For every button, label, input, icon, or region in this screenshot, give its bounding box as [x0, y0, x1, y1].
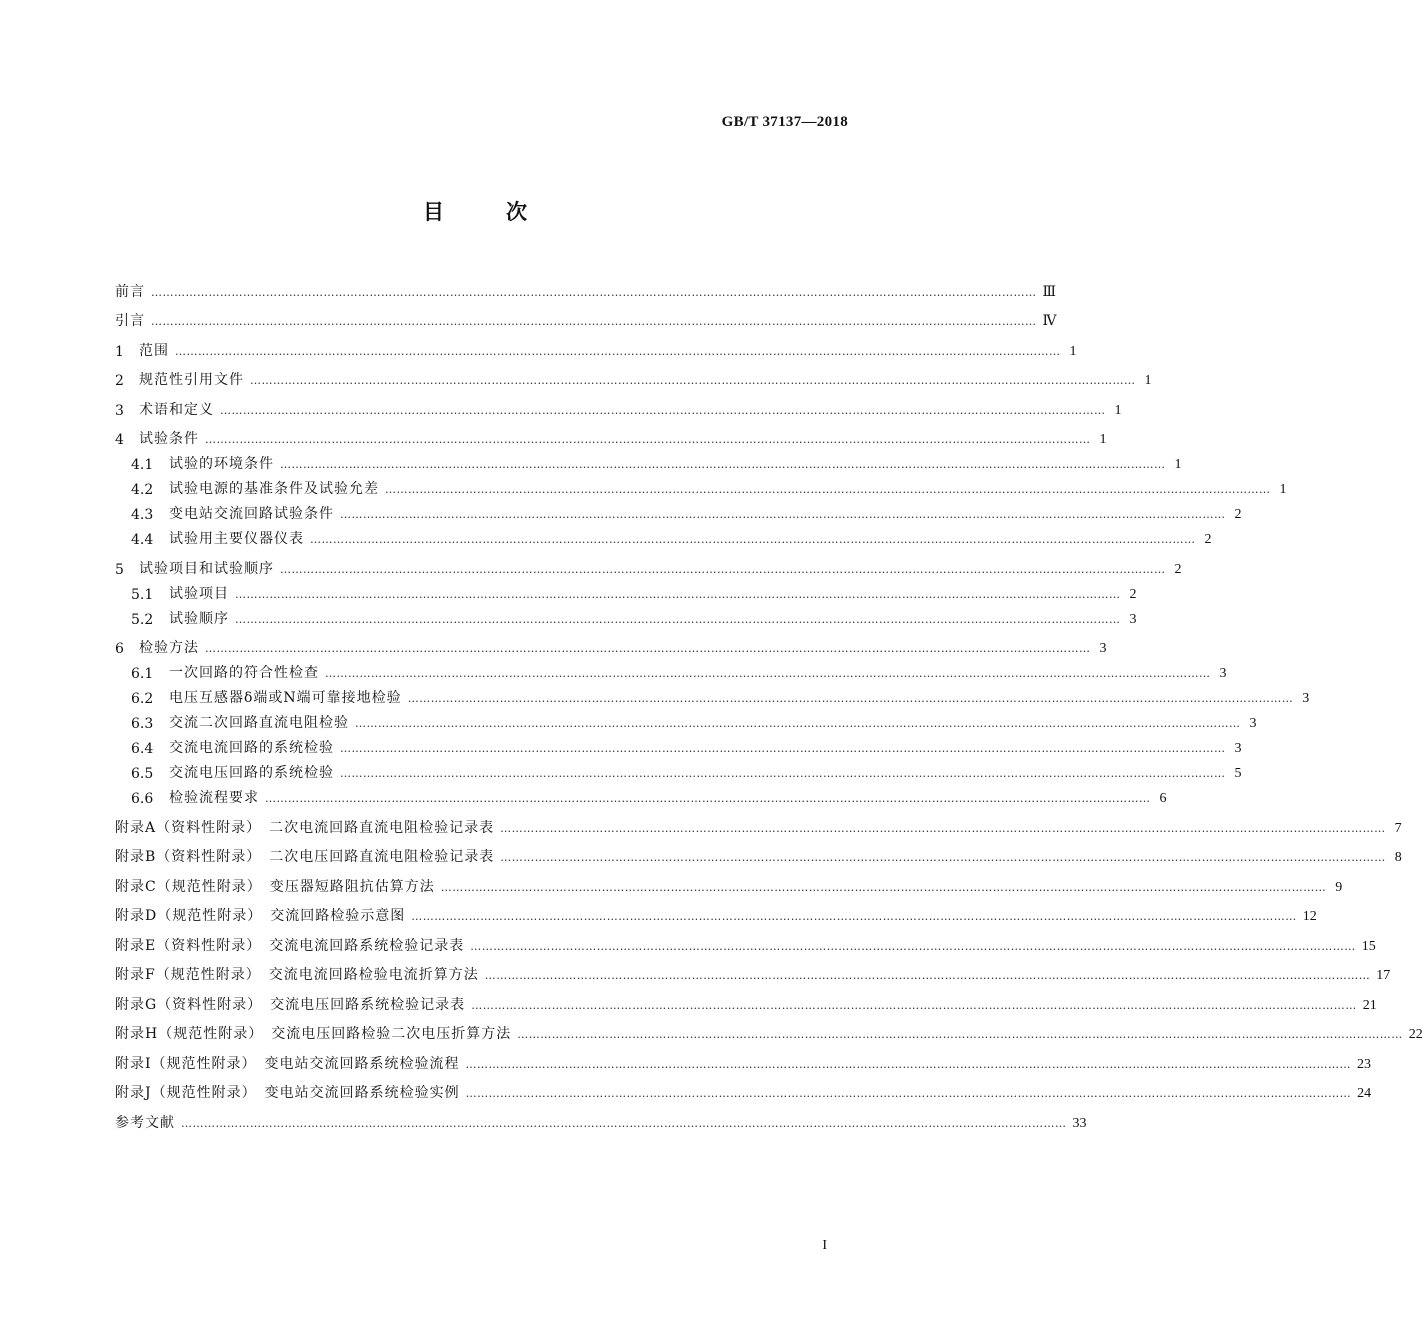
toc-label: 引言	[115, 313, 145, 329]
toc-page: 3	[1234, 741, 1242, 756]
toc-label: 附录J（规范性附录） 变电站交流回路系统检验实例	[115, 1085, 460, 1101]
toc-label: 交流电流回路的系统检验	[169, 740, 334, 756]
toc-label: 附录E（资料性附录） 交流电流回路系统检验记录表	[115, 937, 465, 954]
toc-entry-6-5[interactable]	[115, 757, 1242, 782]
toc-entry-6-4[interactable]	[115, 732, 1242, 757]
toc-entry-6[interactable]	[115, 632, 1107, 657]
toc-entry-appendix-c[interactable]	[115, 871, 1343, 896]
dot-leader: ……………………………………………………………………………………………………………………………………………………………………………………………………………	[265, 792, 1151, 805]
toc-entry-6-1[interactable]	[115, 657, 1227, 682]
toc-page: 3	[1302, 691, 1310, 706]
dot-leader: ……………………………………………………………………………………………………………………………………………………………………………………………………………	[465, 1087, 1352, 1100]
dot-leader: ……………………………………………………………………………………………………………………………………………………………………………………………………………	[175, 344, 1061, 358]
toc-entry-appendix-j[interactable]	[115, 1077, 1372, 1102]
toc-label: 变电站交流回路试验条件	[169, 506, 334, 522]
toc-label: 检验方法	[139, 640, 199, 656]
toc-number: 3	[115, 402, 124, 419]
toc-label: 附录F（规范性附录） 交流电流回路检验电流折算方法	[115, 967, 479, 983]
toc-entry-appendix-d[interactable]	[115, 900, 1317, 925]
toc-label: 试验条件	[139, 431, 199, 447]
toc-label: 参考文献	[115, 1114, 175, 1131]
toc-number: 6.5	[131, 766, 154, 782]
toc-page: 24	[1357, 1086, 1372, 1101]
toc-entry-5[interactable]	[115, 553, 1182, 578]
toc-number: 5.2	[131, 611, 154, 628]
dot-leader: ……………………………………………………………………………………………………………………………………………………………………………………………………………	[340, 508, 1226, 521]
toc-label: 附录A（资料性附录） 二次电流回路直流电阻检验记录表	[115, 819, 495, 836]
dot-leader: ……………………………………………………………………………………………………………………………………………………………………………………………………………	[151, 285, 1037, 299]
toc-page: 1	[1144, 373, 1152, 388]
toc-page: 2	[1129, 586, 1137, 602]
page-number: I	[822, 1238, 827, 1253]
toc-page: 3	[1249, 716, 1257, 731]
toc-label: 交流电压回路的系统检验	[169, 765, 334, 781]
dot-leader: ……………………………………………………………………………………………………………………………………………………………………………………………………………	[355, 717, 1241, 730]
toc-page: 15	[1361, 938, 1376, 954]
toc-label: 术语和定义	[139, 401, 214, 418]
toc-label: 附录C（规范性附录） 变压器短路阻抗估算方法	[115, 878, 435, 895]
toc-label: 试验电源的基准条件及试验允差	[169, 481, 379, 497]
toc-page: 12	[1302, 909, 1317, 924]
dot-leader: ……………………………………………………………………………………………………………………………………………………………………………………………………………	[500, 851, 1386, 864]
toc-number: 4.1	[131, 457, 154, 473]
toc-page: 1	[1114, 402, 1122, 418]
toc-number: 4.4	[131, 532, 154, 548]
toc-page: 5	[1234, 766, 1242, 781]
standard-code: GB/T 37137—2018	[721, 114, 848, 130]
toc-number: 4.2	[131, 482, 154, 498]
dot-leader: ……………………………………………………………………………………………………………………………………………………………………………………………………………	[465, 1057, 1352, 1071]
toc-number: 6.1	[131, 666, 154, 682]
toc-label: 试验项目	[169, 585, 229, 602]
toc-entry-5-1[interactable]	[115, 578, 1137, 603]
toc-page: 7	[1394, 820, 1402, 836]
toc-entry-6-6[interactable]	[115, 782, 1167, 807]
dot-leader: ……………………………………………………………………………………………………………………………………………………………………………………………………………	[407, 692, 1294, 705]
toc-label: 前言	[115, 283, 145, 300]
toc-page: 1	[1099, 432, 1107, 447]
toc-page: 3	[1099, 641, 1107, 656]
toc-page: 1	[1069, 343, 1077, 359]
dot-leader: ……………………………………………………………………………………………………………………………………………………………………………………………………………	[440, 880, 1327, 894]
dot-leader: ……………………………………………………………………………………………………………………………………………………………………………………………………………	[325, 667, 1211, 680]
dot-leader: ……………………………………………………………………………………………………………………………………………………………………………………………………………	[500, 821, 1386, 835]
toc-number: 5.1	[131, 586, 154, 603]
toc-entry-appendix-a[interactable]	[115, 812, 1402, 837]
toc-number: 6	[115, 641, 124, 657]
toc-entry-6-3[interactable]	[115, 707, 1257, 732]
dot-leader: ……………………………………………………………………………………………………………………………………………………………………………………………………………	[310, 533, 1196, 546]
dot-leader: ……………………………………………………………………………………………………………………………………………………………………………………………………………	[280, 562, 1166, 576]
toc-entry-4[interactable]	[115, 423, 1107, 448]
toc-entry-introduction[interactable]	[115, 305, 1057, 330]
toc-label: 试验项目和试验顺序	[139, 560, 274, 577]
toc-number: 6.4	[131, 741, 154, 757]
toc-page: 8	[1394, 850, 1402, 865]
dot-leader: ……………………………………………………………………………………………………………………………………………………………………………………………………………	[235, 587, 1121, 601]
toc-number: 4.3	[131, 507, 154, 523]
toc-entry-appendix-h[interactable]	[115, 1018, 1423, 1043]
toc-label: 试验顺序	[169, 610, 229, 627]
dot-leader: ……………………………………………………………………………………………………………………………………………………………………………………………………………	[220, 403, 1106, 417]
toc-number: 6.6	[131, 791, 154, 807]
toc-entry-4-2[interactable]	[115, 473, 1287, 498]
dot-leader: ……………………………………………………………………………………………………………………………………………………………………………………………………………	[385, 483, 1271, 496]
table-of-contents	[115, 271, 1423, 1132]
toc-page: 2	[1174, 561, 1182, 577]
dot-leader: ……………………………………………………………………………………………………………………………………………………………………………………………………………	[484, 969, 1371, 982]
toc-page: Ⅲ	[1042, 284, 1057, 300]
toc-page: 17	[1376, 968, 1391, 983]
dot-leader: ……………………………………………………………………………………………………………………………………………………………………………………………………………	[340, 767, 1226, 780]
toc-entry-6-2[interactable]	[115, 682, 1310, 707]
dot-leader: ……………………………………………………………………………………………………………………………………………………………………………………………………………	[280, 458, 1166, 471]
dot-leader: ……………………………………………………………………………………………………………………………………………………………………………………………………………	[181, 1116, 1067, 1130]
toc-number: 5	[115, 561, 124, 578]
toc-label: 试验用主要仪器仪表	[169, 531, 304, 547]
toc-label: 规范性引用文件	[139, 372, 244, 388]
toc-page: 6	[1159, 791, 1167, 806]
dot-leader: ……………………………………………………………………………………………………………………………………………………………………………………………………………	[151, 315, 1037, 328]
toc-page: 9	[1335, 879, 1343, 895]
toc-page: 1	[1279, 482, 1287, 497]
toc-number: 4	[115, 432, 124, 448]
toc-page: 2	[1204, 532, 1212, 547]
toc-entry-preface[interactable]	[115, 276, 1057, 301]
dot-leader: ……………………………………………………………………………………………………………………………………………………………………………………………………………	[205, 642, 1091, 655]
toc-entry-1[interactable]	[115, 335, 1077, 360]
toc-page: 22	[1408, 1027, 1423, 1042]
toc-number: 6.3	[131, 716, 154, 732]
toc-label: 试验的环境条件	[169, 456, 274, 472]
toc-number: 6.2	[131, 691, 154, 707]
toc-entry-2[interactable]	[115, 364, 1152, 389]
toc-page: 3	[1219, 666, 1227, 681]
toc-label: 交流二次回路直流电阻检验	[169, 715, 349, 731]
toc-page: 21	[1362, 997, 1377, 1013]
toc-entry-4-4[interactable]	[115, 523, 1212, 548]
dot-leader: ……………………………………………………………………………………………………………………………………………………………………………………………………………	[471, 998, 1357, 1012]
dot-leader: ……………………………………………………………………………………………………………………………………………………………………………………………………………	[470, 939, 1356, 953]
toc-label: 附录H（规范性附录） 交流电压回路检验二次电压折算方法	[115, 1026, 512, 1042]
toc-label: 附录B（资料性附录） 二次电压回路直流电阻检验记录表	[115, 849, 495, 865]
toc-entry-4-1[interactable]	[115, 448, 1182, 473]
toc-number: 2	[115, 373, 124, 389]
dot-leader: ……………………………………………………………………………………………………………………………………………………………………………………………………………	[235, 612, 1121, 626]
toc-label: 附录D（规范性附录） 交流回路检验示意图	[115, 908, 406, 924]
toc-label: 检验流程要求	[169, 790, 259, 806]
dot-leader: ……………………………………………………………………………………………………………………………………………………………………………………………………………	[517, 1028, 1403, 1041]
toc-entry-appendix-g[interactable]	[115, 989, 1377, 1014]
toc-entry-appendix-f[interactable]	[115, 959, 1391, 984]
toc-entry-4-3[interactable]	[115, 498, 1242, 523]
dot-leader: ……………………………………………………………………………………………………………………………………………………………………………………………………………	[250, 374, 1136, 387]
toc-page: 33	[1072, 1115, 1087, 1131]
toc-entry-appendix-b[interactable]	[115, 841, 1402, 866]
toc-label: 附录I（规范性附录） 变电站交流回路系统检验流程	[115, 1055, 460, 1072]
toc-page: 3	[1129, 611, 1137, 627]
toc-label: 一次回路的符合性检查	[169, 665, 319, 681]
toc-page: 23	[1357, 1056, 1372, 1072]
dot-leader: ……………………………………………………………………………………………………………………………………………………………………………………………………………	[340, 742, 1226, 755]
toc-entry-3[interactable]	[115, 394, 1122, 419]
page-title: 目次	[423, 200, 589, 224]
toc-page: Ⅳ	[1042, 314, 1057, 329]
dot-leader: ……………………………………………………………………………………………………………………………………………………………………………………………………………	[411, 910, 1297, 923]
toc-entry-bibliography[interactable]	[115, 1107, 1087, 1132]
toc-entry-appendix-e[interactable]	[115, 930, 1376, 955]
toc-entry-appendix-i[interactable]	[115, 1048, 1372, 1073]
toc-label: 附录G（资料性附录） 交流电压回路系统检验记录表	[115, 996, 466, 1013]
toc-page: 1	[1174, 457, 1182, 472]
toc-entry-5-2[interactable]	[115, 603, 1137, 628]
toc-label: 范围	[139, 342, 169, 359]
dot-leader: ……………………………………………………………………………………………………………………………………………………………………………………………………………	[205, 433, 1091, 446]
toc-number: 1	[115, 343, 124, 360]
toc-label: 电压互感器δ端或N端可靠接地检验	[169, 690, 402, 706]
toc-page: 2	[1234, 507, 1242, 522]
